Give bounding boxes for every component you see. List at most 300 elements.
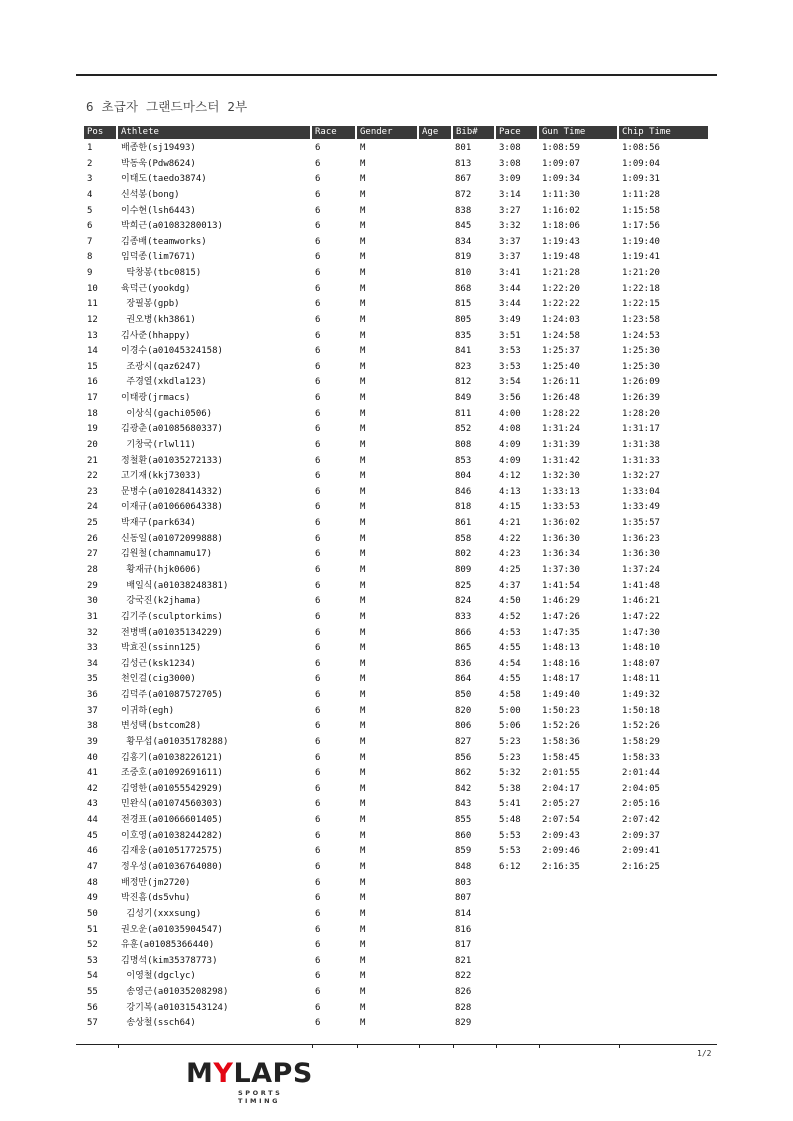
cell-bib: 846 [455,486,472,497]
cell-gun-time: 1:08:59 [542,143,580,153]
column-tick [539,1044,540,1048]
cell-gun-time: 1:58:45 [542,752,580,763]
cell-bib: 822 [455,971,472,982]
cell-chip-time: 1:58:29 [622,736,660,747]
cell-gender: M [360,846,366,857]
cell-race: 6 [315,940,321,951]
cell-bib: 819 [455,252,472,263]
cell-gun-time: 1:58:36 [542,736,580,747]
col-header-gun-time: Gun Time [539,126,617,139]
cell-gun-time: 1:46:29 [542,596,580,607]
table-row [0,986,793,1002]
table-row [0,673,793,689]
cell-pace: 4:55 [499,674,521,685]
cell-chip-time: 1:31:33 [622,455,660,466]
cell-chip-time: 2:05:16 [622,799,660,810]
cell-bib: 865 [455,643,472,654]
cell-pace: 3:09 [499,174,521,185]
cell-pos: 56 [87,1002,98,1013]
cell-bib: 811 [455,408,472,419]
cell-pos: 25 [87,518,98,529]
cell-pace: 4:25 [499,565,521,575]
cell-chip-time: 1:37:24 [622,565,660,575]
cell-chip-time: 1:11:28 [622,189,660,200]
cell-pos: 31 [87,611,98,622]
cell-bib: 804 [455,471,472,482]
cell-chip-time: 1:23:58 [622,314,660,325]
cell-pace: 3:08 [499,158,521,169]
cell-bib: 838 [455,205,472,216]
cell-pace: 3:41 [499,268,521,279]
cell-gender: M [360,987,366,998]
cell-pace: 5:23 [499,736,521,747]
cell-chip-time: 1:31:17 [622,424,660,435]
table-row [0,205,793,221]
cell-bib: 858 [455,533,472,544]
cell-pace: 4:00 [499,408,521,419]
logo-suffix: LAPS [233,1058,313,1089]
table-row [0,189,793,205]
cell-chip-time: 2:04:05 [622,783,660,794]
cell-bib: 826 [455,987,472,998]
cell-bib: 861 [455,518,472,529]
table-row [0,564,793,580]
table-row [0,970,793,986]
cell-athlete: 권오운(a01035904547) [121,924,223,935]
cell-race: 6 [315,643,321,654]
cell-athlete: 민완식(a01074560303) [121,799,223,810]
cell-pace: 4:08 [499,424,521,435]
cell-chip-time: 1:33:49 [622,502,660,513]
table-row [0,1002,793,1018]
cell-chip-time: 2:09:41 [622,846,660,857]
cell-gun-time: 1:11:30 [542,189,580,200]
cell-race: 6 [315,205,321,216]
cell-gender: M [360,408,366,419]
cell-athlete: 김덕주(a01087572705) [121,690,223,701]
cell-pos: 46 [87,846,98,857]
cell-athlete: 임덕종(lim7671) [121,252,196,263]
cell-gun-time: 1:48:13 [542,643,580,654]
cell-gun-time: 1:31:39 [542,439,580,450]
cell-pace: 5:53 [499,846,521,857]
cell-athlete: 신석봉(bong) [121,189,180,200]
table-row [0,548,793,564]
cell-gun-time: 2:04:17 [542,783,580,794]
column-tick [496,1044,497,1048]
cell-race: 6 [315,393,321,404]
cell-gun-time: 1:36:30 [542,533,580,544]
cell-bib: 859 [455,846,472,857]
cell-race: 6 [315,502,321,513]
cell-pos: 44 [87,815,98,826]
table-row [0,814,793,830]
cell-race: 6 [315,174,321,185]
table-row [0,376,793,392]
cell-pos: 27 [87,549,98,560]
table-row [0,658,793,674]
cell-bib: 836 [455,658,472,669]
table-row [0,251,793,267]
cell-pos: 38 [87,721,98,732]
cell-gender: M [360,768,366,779]
cell-athlete: 황재규(hjk0606) [121,565,202,575]
cell-race: 6 [315,471,321,482]
cell-gun-time: 1:33:53 [542,502,580,513]
cell-gun-time: 1:26:48 [542,393,580,404]
cell-athlete: 김재웅(a01051772575) [121,846,223,857]
cell-bib: 815 [455,299,472,310]
cell-gender: M [360,252,366,263]
cell-bib: 842 [455,783,472,794]
table-row [0,877,793,893]
cell-chip-time: 1:26:39 [622,393,660,404]
cell-pace: 3:27 [499,205,521,216]
cell-gun-time: 1:50:23 [542,705,580,716]
cell-gender: M [360,486,366,497]
cell-gender: M [360,924,366,935]
cell-race: 6 [315,580,321,591]
cell-bib: 864 [455,674,472,685]
cell-bib: 867 [455,174,472,185]
cell-pace: 3:53 [499,346,521,357]
cell-pos: 8 [87,252,93,263]
cell-chip-time: 1:28:20 [622,408,660,419]
cell-gender: M [360,268,366,279]
cell-gender: M [360,1002,366,1013]
cell-athlete: 송영근(a01035208298) [121,987,229,998]
cell-gender: M [360,783,366,794]
cell-race: 6 [315,518,321,529]
cell-athlete: 이태광(jrmacs) [121,393,191,404]
cell-pos: 13 [87,330,98,341]
cell-gender: M [360,424,366,435]
cell-pace: 3:14 [499,189,521,200]
table-row [0,517,793,533]
cell-gun-time: 2:16:35 [542,861,580,872]
cell-pos: 53 [87,955,98,966]
column-tick [118,1044,119,1048]
table-row [0,439,793,455]
cell-gender: M [360,471,366,482]
cell-race: 6 [315,330,321,341]
cell-bib: 824 [455,596,472,607]
cell-bib: 828 [455,1002,472,1013]
cell-gun-time: 1:18:06 [542,221,580,232]
cell-chip-time: 1:25:30 [622,346,660,357]
cell-athlete: 강국진(k2jhama) [121,596,202,607]
cell-bib: 833 [455,611,472,622]
cell-athlete: 신동일(a01072099888) [121,533,223,544]
table-row [0,361,793,377]
cell-race: 6 [315,815,321,826]
cell-pos: 23 [87,486,98,497]
cell-athlete: 박진흠(ds5vhu) [121,893,191,904]
cell-pace: 3:53 [499,361,521,372]
cell-bib: 825 [455,580,472,591]
mylaps-logo [186,1058,326,1105]
cell-bib: 855 [455,815,472,826]
cell-gender: M [360,283,366,294]
cell-pace: 5:41 [499,799,521,810]
cell-gender: M [360,346,366,357]
cell-pos: 35 [87,674,98,685]
table-row [0,283,793,299]
cell-bib: 821 [455,955,472,966]
cell-bib: 810 [455,268,472,279]
cell-gender: M [360,502,366,513]
cell-chip-time: 1:35:57 [622,518,660,529]
cell-gender: M [360,940,366,951]
cell-gender: M [360,861,366,872]
cell-pos: 48 [87,877,98,888]
cell-athlete: 조중호(a01092691611) [121,768,223,779]
cell-race: 6 [315,189,321,200]
cell-bib: 834 [455,236,472,247]
cell-bib: 853 [455,455,472,466]
cell-race: 6 [315,455,321,466]
cell-pace: 3:51 [499,330,521,341]
cell-chip-time: 1:47:22 [622,611,660,622]
cell-gun-time: 1:28:22 [542,408,580,419]
cell-athlete: 전경표(a01066601405) [121,815,223,826]
table-row [0,330,793,346]
table-row [0,845,793,861]
cell-bib: 850 [455,690,472,701]
cell-pace: 3:56 [499,393,521,404]
cell-pos: 37 [87,705,98,716]
cell-bib: 817 [455,940,472,951]
cell-pos: 57 [87,1018,98,1029]
cell-gender: M [360,533,366,544]
cell-chip-time: 1:48:07 [622,658,660,669]
cell-pace: 4:37 [499,580,521,591]
cell-athlete: 김명석(kim35378773) [121,955,218,966]
cell-gun-time: 1:37:30 [542,565,580,575]
cell-chip-time: 1:52:26 [622,721,660,732]
cell-chip-time: 1:50:18 [622,705,660,716]
column-tick [619,1044,620,1048]
cell-pos: 55 [87,987,98,998]
cell-bib: 845 [455,221,472,232]
cell-race: 6 [315,908,321,919]
cell-gun-time: 1:48:17 [542,674,580,685]
cell-athlete: 김기주(sculptorkims) [121,611,223,622]
cell-chip-time: 1:09:04 [622,158,660,169]
table-row [0,220,793,236]
cell-gun-time: 1:33:13 [542,486,580,497]
cell-pace: 3:44 [499,283,521,294]
cell-race: 6 [315,658,321,669]
cell-race: 6 [315,533,321,544]
cell-race: 6 [315,674,321,685]
cell-athlete: 장필봉(gpb) [121,299,180,310]
table-row [0,298,793,314]
cell-race: 6 [315,549,321,560]
cell-pace: 3:08 [499,143,521,153]
table-row [0,236,793,252]
cell-bib: 866 [455,627,472,638]
cell-pace: 3:32 [499,221,521,232]
table-row [0,173,793,189]
cell-chip-time: 1:17:56 [622,221,660,232]
cell-gender: M [360,455,366,466]
cell-gender: M [360,690,366,701]
cell-gender: M [360,908,366,919]
table-row [0,423,793,439]
cell-athlete: 기창국(rlwl11) [121,439,196,450]
table-row [0,392,793,408]
top-rule [76,74,717,76]
cell-pace: 4:22 [499,533,521,544]
col-header-chip-time: Chip Time [619,126,708,139]
cell-chip-time: 1:46:21 [622,596,660,607]
cell-pace: 6:12 [499,861,521,872]
cell-bib: 808 [455,439,472,450]
cell-pace: 4:58 [499,690,521,701]
cell-gender: M [360,596,366,607]
cell-gun-time: 1:19:48 [542,252,580,263]
cell-pos: 50 [87,908,98,919]
cell-pace: 4:12 [499,471,521,482]
logo-y: Y [213,1058,234,1089]
cell-chip-time: 2:16:25 [622,861,660,872]
cell-race: 6 [315,596,321,607]
cell-bib: 852 [455,424,472,435]
cell-athlete: 김원철(chamnamu17) [121,549,213,560]
cell-race: 6 [315,690,321,701]
cell-gender: M [360,236,366,247]
cell-gender: M [360,377,366,388]
cell-race: 6 [315,971,321,982]
cell-pace: 4:54 [499,658,521,669]
col-header-age: Age [419,126,451,139]
col-header-gender: Gender [357,126,417,139]
cell-gun-time: 1:31:42 [542,455,580,466]
cell-pos: 17 [87,393,98,404]
cell-gender: M [360,314,366,325]
cell-athlete: 배종한(sj19493) [121,143,196,153]
cell-race: 6 [315,299,321,310]
cell-race: 6 [315,1002,321,1013]
cell-race: 6 [315,408,321,419]
table-row [0,798,793,814]
cell-race: 6 [315,861,321,872]
cell-gender: M [360,158,366,169]
cell-athlete: 김성근(ksk1234) [121,658,196,669]
cell-race: 6 [315,377,321,388]
cell-gender: M [360,674,366,685]
cell-gun-time: 1:32:30 [542,471,580,482]
cell-gender: M [360,439,366,450]
cell-chip-time: 1:36:23 [622,533,660,544]
cell-gun-time: 1:21:28 [542,268,580,279]
table-row [0,580,793,596]
cell-pos: 54 [87,971,98,982]
cell-gender: M [360,205,366,216]
cell-pos: 22 [87,471,98,482]
cell-gender: M [360,705,366,716]
cell-race: 6 [315,752,321,763]
cell-gun-time: 1:24:03 [542,314,580,325]
cell-pos: 39 [87,736,98,747]
cell-athlete: 이호영(a01038244282) [121,830,223,841]
cell-chip-time: 1:48:11 [622,674,660,685]
cell-chip-time: 1:21:20 [622,268,660,279]
cell-pos: 5 [87,205,93,216]
col-header-bib: Bib# [453,126,494,139]
cell-gender: M [360,877,366,888]
cell-athlete: 이귀하(egh) [121,705,175,716]
col-header-pos: Pos [84,126,116,139]
cell-gender: M [360,189,366,200]
bottom-rule [76,1044,717,1045]
table-row [0,158,793,174]
cell-gun-time: 2:09:46 [542,846,580,857]
cell-pace: 4:53 [499,627,521,638]
cell-gun-time: 1:26:11 [542,377,580,388]
cell-race: 6 [315,955,321,966]
cell-bib: 807 [455,893,472,904]
cell-bib: 816 [455,924,472,935]
cell-athlete: 육덕근(yookdg) [121,283,191,294]
cell-chip-time: 1:33:04 [622,486,660,497]
logo-tagline: SPORTS TIMING [238,1089,283,1105]
cell-gun-time: 1:47:35 [542,627,580,638]
cell-pace: 4:52 [499,611,521,622]
table-row [0,345,793,361]
cell-chip-time: 1:48:10 [622,643,660,654]
cell-race: 6 [315,158,321,169]
cell-athlete: 이영철(dgclyc) [121,971,196,982]
table-row [0,955,793,971]
cell-gender: M [360,565,366,575]
cell-race: 6 [315,893,321,904]
cell-pace: 4:23 [499,549,521,560]
table-row [0,908,793,924]
column-tick [312,1044,313,1048]
cell-bib: 829 [455,1018,472,1029]
cell-pace: 4:09 [499,455,521,466]
cell-athlete: 김홍기(a01038226121) [121,752,223,763]
cell-pos: 41 [87,768,98,779]
cell-race: 6 [315,987,321,998]
cell-race: 6 [315,283,321,294]
cell-pace: 5:06 [499,721,521,732]
cell-athlete: 이수현(lsh6443) [121,205,196,216]
cell-chip-time: 1:22:18 [622,283,660,294]
cell-pace: 4:50 [499,596,521,607]
cell-pos: 32 [87,627,98,638]
cell-athlete: 이상식(gachi0506) [121,408,213,419]
cell-chip-time: 1:58:33 [622,752,660,763]
cell-gun-time: 1:47:26 [542,611,580,622]
cell-athlete: 김영한(a01055542929) [121,783,223,794]
cell-chip-time: 2:09:37 [622,830,660,841]
cell-pace: 3:37 [499,252,521,263]
cell-bib: 813 [455,158,472,169]
cell-pos: 18 [87,408,98,419]
cell-pos: 34 [87,658,98,669]
cell-bib: 814 [455,908,472,919]
table-row [0,408,793,424]
cell-gun-time: 1:36:02 [542,518,580,529]
cell-gun-time: 1:48:16 [542,658,580,669]
cell-athlete: 김종배(teamworks) [121,236,207,247]
cell-gender: M [360,143,366,153]
cell-bib: 823 [455,361,472,372]
cell-chip-time: 2:01:44 [622,768,660,779]
